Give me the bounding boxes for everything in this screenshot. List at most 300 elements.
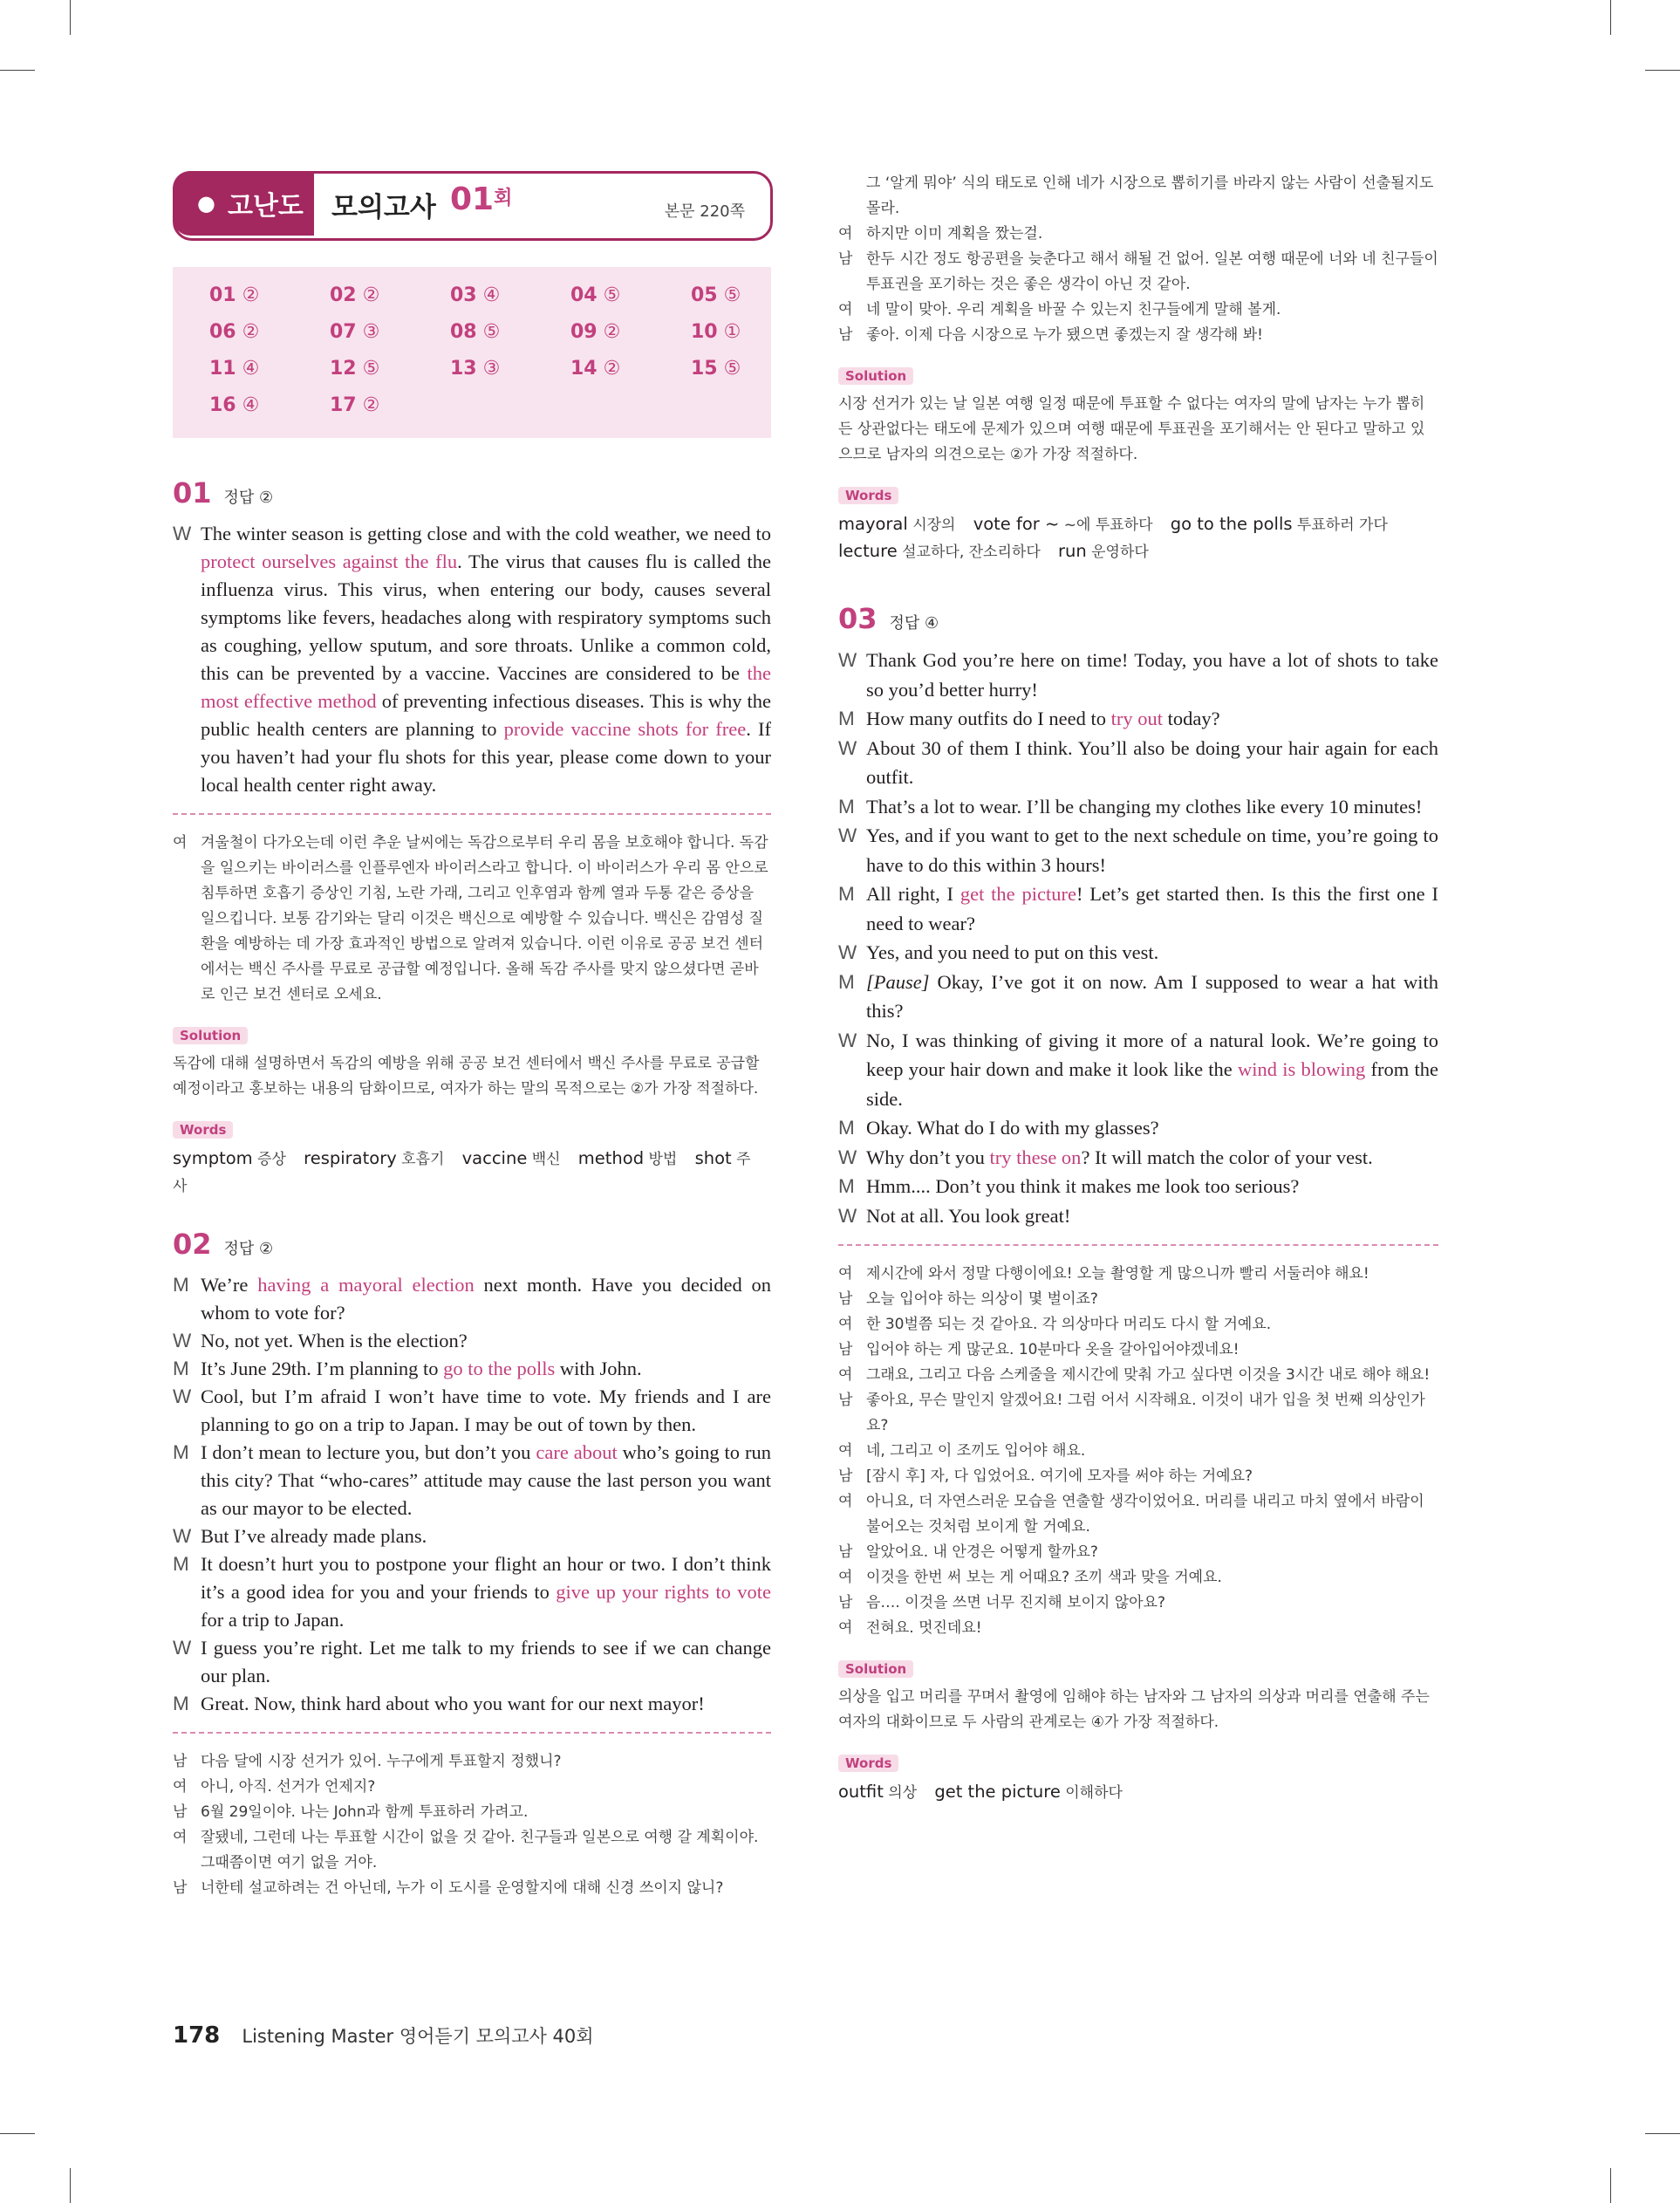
key-phrase: try out — [1110, 708, 1163, 729]
answer-key-item — [209, 394, 259, 416]
page-reference: 본문 220쪽 — [664, 202, 745, 221]
translation-text: 네, 그리고 이 조끼도 입어야 해요. — [866, 1442, 1086, 1460]
translation-text: 다음 달에 시장 선거가 있어. 누구에게 투표할지 정했니? — [201, 1753, 562, 1770]
dialogue-line — [173, 1690, 771, 1718]
answer-label — [890, 611, 939, 633]
text-segment: We’re — [201, 1274, 258, 1296]
word-korean: ~에 투표하다 — [1059, 517, 1153, 534]
translation-line — [838, 1338, 1438, 1363]
translation-continued — [838, 171, 1438, 348]
word-english: vote for ~ — [973, 514, 1060, 534]
dialogue-line — [838, 646, 1438, 704]
word-korean: 의상 — [883, 1784, 918, 1802]
translation-line — [173, 1775, 771, 1800]
test-header — [173, 171, 771, 241]
dialogue-line — [173, 1327, 771, 1355]
answer-key-number: 03 — [450, 284, 477, 306]
dialogue-text — [201, 1550, 771, 1634]
speaker-label: 여 — [838, 1619, 853, 1637]
speaker-label: 여 — [838, 1265, 853, 1283]
answer-key-item — [209, 284, 259, 306]
speaker-label: 여 — [173, 834, 188, 852]
dialogue-line — [838, 1172, 1438, 1201]
translation-line — [838, 1439, 1438, 1464]
translation-line — [838, 1616, 1438, 1641]
dialogue-text — [866, 1143, 1438, 1173]
text-segment: from the side. — [866, 1058, 1439, 1110]
solution-text: 독감에 대해 설명하면서 독감의 예방을 위해 공공 보건 센터에서 백신 주사를 무료로 공급할 예정이라고 홍보하는 내용의 담화이므로, 여자가 하는 말의 목적으로는 ②가 가장 적절하다. — [173, 1055, 760, 1098]
translation-text: 한 30벌쯤 되는 것 같아요. 각 의상마다 머리도 다시 할 거예요. — [866, 1316, 1272, 1333]
dialogue-line — [173, 1439, 771, 1522]
translation-line — [173, 1825, 771, 1876]
key-phrase: care about — [536, 1441, 618, 1463]
text-segment: who’s going to run this city? That “who-cares” attitude may cause the last person you want as our mayor to be elected. — [201, 1441, 771, 1519]
translation-line — [838, 222, 1438, 247]
text-segment: for a trip to Japan. — [201, 1609, 345, 1631]
text-segment: I guess you’re right. Let me talk to my friends to see if we can change our plan. — [201, 1637, 771, 1686]
answer-key-number: 11 — [209, 358, 236, 380]
divider — [173, 813, 771, 815]
speaker-label: 남 — [838, 1341, 853, 1358]
translation-line — [173, 1800, 771, 1825]
text-segment: Thank God you’re here on time! Today, you have a lot of shots to take so you’d better hurry! — [866, 649, 1438, 701]
speaker-label: 남 — [838, 326, 853, 344]
word-korean: 이해하다 — [1060, 1784, 1123, 1802]
word-korean: 백신 — [527, 1151, 561, 1168]
answer-mark: ② — [259, 489, 274, 507]
speaker-label: W — [173, 1637, 192, 1659]
page-number: 178 — [173, 2022, 221, 2049]
key-phrase: wind is blowing — [1238, 1058, 1366, 1080]
translation-line — [173, 831, 771, 1008]
text-segment: of preventing infectious diseases. This is why the public health centers are planning to — [201, 690, 771, 740]
text-segment: That’s a lot to wear. I’ll be changing my clothes like every 10 minutes! — [866, 795, 1423, 818]
translation-line — [838, 171, 1438, 222]
speaker-label: W — [173, 1385, 192, 1407]
word-korean: 투표하러 가다 — [1292, 517, 1388, 534]
speaker-label: 남 — [838, 1468, 853, 1485]
text-segment: [Pause] — [866, 970, 930, 993]
translation-text: 오늘 입어야 하는 의상이 몇 벌이죠? — [866, 1290, 1098, 1308]
text-segment: Yes, and you need to put on this vest. — [866, 941, 1159, 963]
dialogue-line — [173, 1550, 771, 1634]
translation-line — [838, 1262, 1438, 1287]
answer-key-item — [570, 321, 620, 343]
answer-word: 정답 — [223, 1240, 255, 1258]
translation-line — [838, 1591, 1438, 1616]
question-header — [173, 476, 771, 510]
divider — [838, 1244, 1438, 1246]
answer-key-number: 01 — [209, 284, 236, 306]
text-segment: next month. Have you decided on whom to vote for? — [201, 1274, 771, 1324]
solution-tag: Solution — [838, 1660, 913, 1678]
translation-text: 잘됐네, 그런데 나는 투표할 시간이 없을 것 같아. 친구들과 일본으로 여행 갈 계획이야. 그때쯤이면 여기 없을 거야. — [201, 1829, 759, 1871]
word-entry — [838, 514, 955, 534]
text-segment: today? — [1162, 708, 1220, 729]
words-tag: Words — [173, 1121, 233, 1139]
solution-tag: Solution — [838, 367, 913, 385]
translation-text: 아니요, 더 자연스러운 모습을 연출할 생각이었어요. 머리를 내리고 마치 옆에서 바람이 불어오는 것처럼 보이게 할 거예요. — [866, 1493, 1424, 1536]
dialogue-text — [866, 938, 1438, 968]
translation — [173, 1749, 771, 1901]
question-01 — [173, 476, 771, 1200]
translation-text: 제시간에 와서 정말 다행이에요! 오늘 촬영할 게 많으니까 빨리 서둘러야 해요! — [866, 1265, 1369, 1283]
speaker-label: W — [838, 736, 857, 759]
dialogue-text — [866, 968, 1438, 1026]
translation-line — [838, 1363, 1438, 1388]
translation-text: 음…. 이것을 쓰면 너무 진지해 보이지 않아요? — [866, 1594, 1166, 1611]
dialogue-line — [838, 792, 1438, 822]
answer-key-mark: ② — [597, 358, 621, 380]
crop-mark — [70, 0, 71, 35]
answer-key-item — [450, 284, 500, 306]
test-number-suffix: 회 — [494, 188, 513, 209]
key-phrase: try these on — [989, 1146, 1082, 1168]
answer-key-box — [173, 267, 771, 438]
translation-text: 이것을 한번 써 보는 게 어때요? 조끼 색과 맞을 거예요. — [866, 1569, 1222, 1586]
dialogue-text — [201, 1327, 771, 1355]
word-english: method — [577, 1148, 645, 1168]
text-segment: Cool, but I’m afraid I won’t have time to vote. My friends and I are planning to go on a trip to Japan. I may be out of town by then. — [201, 1385, 771, 1435]
text-segment: Yes, and if you want to get to the next schedule on time, you’re going to have to do this within 3 hours! — [866, 824, 1438, 876]
speaker-label: 남 — [838, 1594, 853, 1611]
speaker-label: W — [838, 1204, 857, 1227]
dialogue-text — [866, 734, 1438, 792]
word-korean: 호흡기 — [396, 1151, 445, 1168]
answer-key-mark: ④ — [236, 358, 260, 380]
dialogue-line — [173, 1383, 771, 1439]
dialogue-line — [838, 938, 1438, 968]
word-english: respiratory — [304, 1148, 397, 1168]
answer-key-mark: ④ — [476, 284, 501, 306]
dialogue-text — [866, 704, 1438, 734]
answer-key-item — [450, 358, 500, 380]
speaker-label: 남 — [173, 1879, 188, 1897]
page-footer — [173, 2022, 594, 2049]
text-segment: ! Let’s get started then. Is this the first one I need to wear? — [866, 883, 1438, 934]
dialogue-text — [201, 1355, 771, 1383]
word-entry — [173, 1148, 286, 1168]
translation-text: 그 ‘알게 뭐야’ 식의 태도로 인해 네가 시장으로 뽑히기를 바라지 않는 사람이 선출될지도 몰라. — [866, 174, 1434, 217]
question-number: 01 — [173, 476, 212, 510]
script — [838, 646, 1438, 1230]
answer-key-item — [691, 358, 741, 380]
translation-text: 전혀요. 멋진데요! — [866, 1619, 982, 1637]
answer-key-mark: ② — [236, 321, 260, 343]
word-entry — [578, 1148, 678, 1168]
word-korean: 증상 — [252, 1151, 286, 1168]
word-korean: 설교하다, 잔소리하다 — [897, 544, 1041, 561]
text-segment: But I’ve already made plans. — [201, 1525, 427, 1547]
word-entry — [1171, 514, 1388, 534]
speaker-label: W — [173, 523, 192, 544]
dialogue-text — [866, 1113, 1438, 1143]
translation-line — [838, 1287, 1438, 1312]
dialogue-line — [173, 520, 771, 799]
speaker-label: W — [173, 1525, 192, 1547]
answer-key-item — [450, 321, 500, 343]
translation-text: [잠시 후] 자, 다 입었어요. 여기에 모자를 써야 하는 거예요? — [866, 1468, 1253, 1485]
word-list — [838, 1779, 1438, 1806]
answer-key-item — [330, 358, 379, 380]
dialogue-text — [201, 1383, 771, 1439]
speaker-label: 여 — [838, 1316, 853, 1333]
answer-key-mark: ② — [356, 394, 380, 416]
answer-key-mark: ⑤ — [476, 321, 501, 343]
translation-text: 알았어요. 내 안경은 어떻게 할까요? — [866, 1543, 1098, 1561]
translation — [838, 1262, 1438, 1641]
speaker-label: 여 — [838, 1569, 853, 1586]
speaker-label: M — [838, 883, 855, 905]
answer-key-number: 12 — [330, 358, 357, 380]
speaker-label: M — [173, 1358, 189, 1379]
translation-text: 그래요, 그리고 다음 스케줄을 제시간에 맞춰 가고 싶다면 이것을 3시간 내로 해야 해요! — [866, 1366, 1431, 1384]
speaker-label: W — [173, 1330, 192, 1351]
word-entry — [304, 1148, 444, 1168]
word-entry — [1058, 541, 1149, 561]
dialogue-line — [838, 1026, 1438, 1114]
dialogue-text — [866, 879, 1438, 938]
translation-line — [838, 1565, 1438, 1591]
page-title: 모의고사 — [331, 192, 436, 223]
speaker-label: M — [838, 970, 855, 993]
word-english: outfit — [838, 1782, 884, 1802]
text-segment: Okay, I’ve got it on now. Am I supposed to wear a hat with this? — [866, 970, 1438, 1022]
answer-key-number: 07 — [330, 321, 357, 343]
dialogue-line — [838, 1113, 1438, 1143]
key-phrase: having a mayoral election — [257, 1274, 475, 1296]
speaker-label: 남 — [838, 1392, 853, 1409]
text-segment: Great. Now, think hard about who you want for our next mayor! — [201, 1693, 705, 1714]
answer-key-mark: ② — [236, 284, 260, 306]
speaker-label: M — [838, 795, 855, 818]
translation-line — [838, 1464, 1438, 1489]
word-list — [838, 511, 1438, 565]
answer-key-mark: ③ — [356, 321, 380, 343]
translation-text: 너한테 설교하려는 건 아닌데, 누가 이 도시를 운영할지에 대해 신경 쓰이지 않니? — [201, 1879, 724, 1897]
text-segment: . The virus that causes flu is called the influenza virus. This virus, when entering our body, causes several symptoms like fevers, headaches along with respiratory symptoms such as coughing, yellow sputum, and sore throats. Unlike a common cold, this can be prevented by a vaccine. Vaccines are considered to be — [201, 551, 771, 684]
translation-text: 아니, 아직. 선거가 언제지? — [201, 1778, 376, 1796]
translation-line — [838, 1540, 1438, 1565]
answer-key-mark: ② — [356, 284, 380, 306]
answer-label — [224, 1236, 274, 1259]
translation-text: 좋아요, 무슨 말인지 알겠어요! 그럼 어서 시작해요. 이것이 내가 입을 첫 번째 의상인가요? — [866, 1392, 1425, 1434]
text-segment: Hmm.... Don’t you think it makes me look too serious? — [866, 1175, 1300, 1197]
answer-key-number: 15 — [691, 358, 718, 380]
translation-text: 한두 시간 정도 항공편을 늦춘다고 해서 해될 건 없어. 일본 여행 때문에 너와 네 친구들이 투표권을 포기하는 것은 좋은 생각이 아닌 것 같아. — [866, 250, 1438, 293]
right-column — [838, 171, 1438, 1806]
dialogue-text — [201, 1522, 771, 1550]
dialogue-text — [866, 1026, 1438, 1114]
answer-label — [224, 485, 274, 508]
solution-tag: Solution — [173, 1027, 248, 1044]
word-korean: 운영하다 — [1086, 544, 1149, 561]
answer-key-item — [330, 394, 379, 416]
answer-key-mark: ④ — [236, 394, 260, 416]
script — [173, 1271, 771, 1718]
dialogue-line — [838, 1201, 1438, 1231]
text-segment: with John. — [555, 1358, 642, 1379]
translation-line — [838, 298, 1438, 323]
text-segment: About 30 of them I think. You’ll also be doing your hair again for each outfit. — [866, 736, 1438, 788]
crop-mark — [1610, 2168, 1611, 2203]
answer-key-mark: ⑤ — [717, 284, 741, 306]
text-segment: I don’t mean to lecture you, but don’t you — [201, 1441, 536, 1463]
left-column — [173, 171, 771, 1901]
speaker-label: 여 — [173, 1778, 188, 1796]
speaker-label: W — [838, 649, 857, 671]
answer-key-number: 10 — [691, 321, 718, 343]
answer-key-number: 05 — [691, 284, 718, 306]
word-english: lecture — [838, 541, 898, 561]
dialogue-text — [201, 1271, 771, 1327]
divider — [173, 1732, 771, 1734]
answer-key-number: 06 — [209, 321, 236, 343]
dialogue-line — [838, 1143, 1438, 1173]
speaker-label: 여 — [838, 225, 853, 243]
speaker-label: W — [838, 1146, 857, 1168]
key-phrase: provide vaccine shots for free — [503, 718, 747, 740]
dialogue-text — [201, 1439, 771, 1522]
answer-key-item — [691, 284, 741, 306]
crop-mark — [0, 70, 35, 71]
dialogue-text — [201, 520, 771, 799]
text-segment: The winter season is getting close and with the cold weather, we need to — [201, 523, 771, 544]
translation-line — [173, 1749, 771, 1775]
text-segment: No, not yet. When is the election? — [201, 1330, 468, 1351]
text-segment: ? It will match the color of your vest. — [1081, 1146, 1373, 1168]
speaker-label: W — [838, 824, 857, 846]
word-korean: 주사 — [173, 1151, 751, 1195]
answer-word: 정답 — [889, 614, 920, 633]
speaker-label: 여 — [838, 301, 853, 318]
speaker-label: M — [838, 1117, 855, 1139]
answer-key-item — [570, 284, 620, 306]
crop-mark — [1645, 70, 1680, 71]
speaker-label: 남 — [173, 1753, 188, 1770]
word-english: vaccine — [461, 1148, 528, 1168]
answer-key-item — [570, 358, 620, 380]
text-segment: . If you haven’t had your flu shots for this year, please come down to your local health center right away. — [201, 718, 771, 796]
word-entry — [973, 514, 1153, 534]
text-segment: Not at all. You look great! — [866, 1204, 1071, 1227]
question-header — [838, 602, 1438, 635]
answer-mark: ② — [259, 1240, 274, 1258]
crop-mark — [1610, 0, 1611, 35]
word-korean: 시장의 — [907, 517, 956, 534]
text-segment: All right, I — [866, 883, 960, 905]
text-segment: How many outfits do I need to — [866, 708, 1111, 729]
question-header — [173, 1228, 771, 1261]
dialogue-text — [866, 1201, 1438, 1231]
speaker-label: W — [838, 941, 857, 963]
answer-key-mark: ① — [717, 321, 741, 343]
word-english: go to the polls — [1170, 514, 1293, 534]
difficulty-badge — [173, 171, 314, 236]
translation-line — [838, 1388, 1438, 1439]
key-phrase: get the picture — [960, 883, 1076, 905]
answer-key-item — [330, 284, 379, 306]
translation-text: 하지만 이미 계획을 짰는걸. — [866, 225, 1043, 243]
word-entry — [934, 1782, 1123, 1802]
answer-key-number: 09 — [570, 321, 598, 343]
bullet-icon: ● — [197, 191, 215, 216]
translation-line — [173, 1876, 771, 1901]
solution-text: 시장 선거가 있는 날 일본 여행 일정 때문에 투표할 수 없다는 여자의 말에 남자는 누가 뽑히든 상관없다는 태도에 문제가 있으며 여행 때문에 투표권을 포기해서는 안 된다고 말하고 있으므로 남자의 의견으로는 ②가 가장 적절하다. — [838, 395, 1425, 463]
speaker-label: M — [838, 1175, 855, 1197]
text-segment: It’s June 29th. I’m planning to — [201, 1358, 444, 1379]
word-english: get the picture — [934, 1782, 1061, 1802]
answer-key-number: 13 — [450, 358, 477, 380]
dialogue-line — [173, 1355, 771, 1383]
answer-word: 정답 — [223, 489, 255, 507]
dialogue-line — [173, 1522, 771, 1550]
key-phrase: protect ourselves against the flu — [201, 551, 458, 572]
translation-line — [838, 323, 1438, 348]
answer-key-number: 17 — [330, 394, 357, 416]
speaker-label: 여 — [838, 1442, 853, 1460]
question-02 — [173, 1228, 771, 1901]
book-title: Listening Master 영어듣기 모의고사 40회 — [242, 2026, 594, 2047]
word-english: symptom — [173, 1148, 253, 1168]
answer-key-number: 16 — [209, 394, 236, 416]
dialogue-text — [866, 1172, 1438, 1201]
speaker-label: 남 — [838, 1543, 853, 1561]
words-tag: Words — [838, 487, 898, 504]
crop-mark — [70, 2168, 71, 2203]
speaker-label: 남 — [838, 250, 853, 268]
text-segment: Why don’t you — [866, 1146, 990, 1168]
dialogue-line — [838, 968, 1438, 1026]
word-korean: 방법 — [644, 1151, 678, 1168]
word-entry — [838, 541, 1041, 561]
answer-mark: ④ — [925, 614, 939, 633]
speaker-label: 남 — [838, 1290, 853, 1308]
speaker-label: 여 — [173, 1829, 188, 1846]
word-english: mayoral — [838, 514, 908, 534]
word-english: run — [1057, 541, 1087, 561]
speaker-label: 여 — [838, 1366, 853, 1384]
translation-text: 네 말이 맞아. 우리 계획을 바꿀 수 있는지 친구들에게 말해 볼게. — [866, 301, 1281, 318]
key-phrase: go to the polls — [443, 1358, 556, 1379]
test-number — [450, 181, 512, 217]
speaker-label: M — [173, 1274, 189, 1296]
dialogue-text — [201, 1690, 771, 1718]
dialogue-text — [866, 646, 1438, 704]
dialogue-line — [838, 879, 1438, 938]
speaker-label: 남 — [173, 1803, 188, 1821]
text-segment: It doesn’t hurt you to postpone your flight an hour or two. I don’t think it’s a good idea for you and your friends to — [201, 1553, 771, 1603]
translation-text: 좋아. 이제 다음 시장으로 누가 됐으면 좋겠는지 잘 생각해 봐! — [866, 326, 1263, 344]
answer-key-mark: ⑤ — [717, 358, 741, 380]
dialogue-line — [838, 821, 1438, 879]
answer-key-number: 04 — [570, 284, 598, 306]
answer-key-item — [691, 321, 741, 343]
translation — [173, 831, 771, 1008]
answer-key-item — [209, 321, 259, 343]
translation-text: 6월 29일이야. 나는 John과 함께 투표하러 가려고. — [201, 1803, 529, 1821]
dialogue-text — [866, 821, 1438, 879]
answer-key-item — [209, 358, 259, 380]
difficulty-label: 고난도 — [227, 191, 304, 222]
answer-key-mark: ⑤ — [356, 358, 380, 380]
speaker-label: M — [173, 1693, 189, 1714]
dialogue-line — [173, 1271, 771, 1327]
word-list — [173, 1146, 771, 1200]
dialogue-line — [838, 734, 1438, 792]
solution-text: 의상을 입고 머리를 꾸며서 촬영에 임해야 하는 남자와 그 남자의 의상과 머리를 연출해 주는 여자의 대화이므로 두 사람의 관계로는 ④가 가장 적절하다. — [838, 1688, 1430, 1731]
dialogue-text — [866, 792, 1438, 822]
